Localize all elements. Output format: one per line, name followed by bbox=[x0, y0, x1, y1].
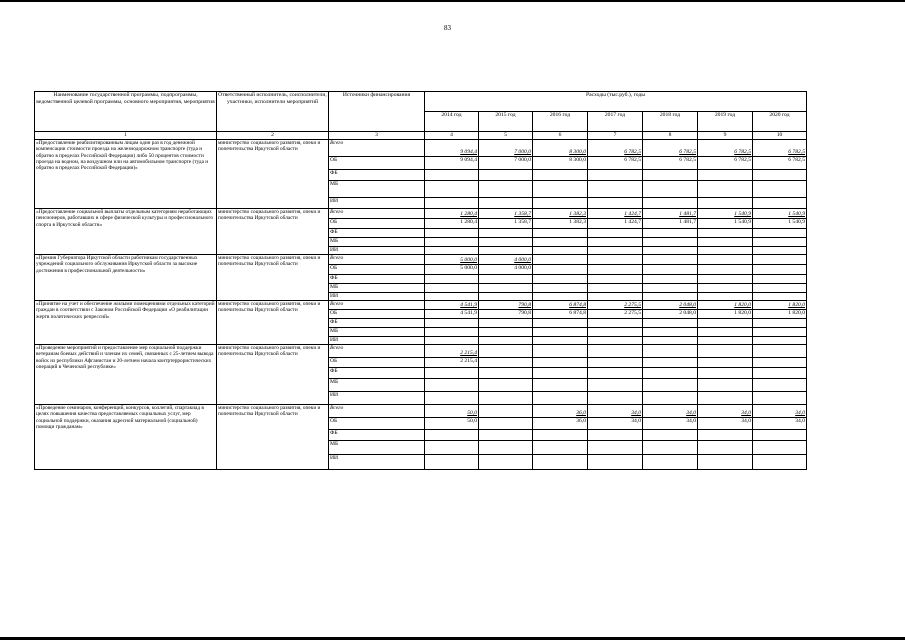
amount-cell: 5 000,0 bbox=[425, 265, 479, 275]
amount-cell: 1 540,9 bbox=[753, 209, 807, 219]
funding-source: МБ bbox=[329, 181, 425, 198]
header-expenses: Расходы (тыс.руб.), годы bbox=[425, 92, 807, 112]
table-row bbox=[35, 209, 807, 219]
amount-cell bbox=[425, 430, 479, 441]
measure-name: «Проведение мероприятий и предоставление мер социальной поддержки ветеранам боевых действий и членам их семей, связанных с 25-летием вывода войск из республики Афганистан и 20-летием начала контртеррористических операций в Чеченской республике» bbox=[35, 345, 217, 405]
amount-cell: 1 820,0 bbox=[753, 301, 807, 310]
amount-cell bbox=[643, 198, 698, 209]
amount-cell: 2 275,5 bbox=[588, 301, 643, 310]
amount-cell: 6 782,5 bbox=[643, 140, 698, 157]
amount-cell: 6 782,5 bbox=[588, 140, 643, 157]
amount-cell bbox=[588, 198, 643, 209]
amount-cell: 34,0 bbox=[588, 418, 643, 430]
funding-source: ИИ bbox=[329, 337, 425, 345]
amount-cell bbox=[588, 255, 643, 265]
amount-cell bbox=[643, 275, 698, 284]
amount-cell bbox=[643, 455, 698, 470]
index-cell: 10 bbox=[753, 132, 807, 140]
amount-cell bbox=[533, 345, 588, 358]
amount-cell bbox=[533, 319, 588, 328]
amount-cell bbox=[698, 328, 753, 337]
amount-cell bbox=[425, 181, 479, 198]
funding-source: Всего bbox=[329, 405, 425, 418]
amount-cell: 6 874,8 bbox=[533, 301, 588, 310]
amount-cell bbox=[425, 328, 479, 337]
amount-cell bbox=[643, 265, 698, 275]
amount-cell bbox=[643, 247, 698, 255]
measure-executor: министерство социального развития, опеки и попечительства Иркутской области bbox=[217, 301, 329, 345]
amount-cell: 34,0 bbox=[643, 405, 698, 418]
header-year: 2014 год bbox=[425, 112, 479, 132]
amount-cell: 790,8 bbox=[479, 310, 533, 319]
amount-cell bbox=[753, 319, 807, 328]
amount-cell bbox=[643, 358, 698, 368]
amount-cell: 5 000,0 bbox=[425, 255, 479, 265]
amount-cell bbox=[479, 328, 533, 337]
amount-cell bbox=[698, 358, 753, 368]
measure-name: «Проведение семинаров, конференций, конкурсов, коллегий, спартакиад в целях повышения качества предоставляемых социальных услуг, мер социальной поддержки, оказания адресной материальной (социальной) помощи гражданам» bbox=[35, 405, 217, 470]
amount-cell bbox=[588, 181, 643, 198]
funding-source: ИИ bbox=[329, 455, 425, 470]
amount-cell bbox=[753, 430, 807, 441]
amount-cell bbox=[643, 170, 698, 181]
amount-cell: 9 094,4 bbox=[425, 140, 479, 157]
header-year: 2019 год bbox=[698, 112, 753, 132]
header-year: 2017 год bbox=[588, 112, 643, 132]
amount-cell bbox=[753, 455, 807, 470]
amount-cell: 1 280,4 bbox=[425, 219, 479, 229]
funding-source: ФБ bbox=[329, 368, 425, 379]
amount-cell bbox=[753, 229, 807, 238]
amount-cell bbox=[753, 247, 807, 255]
amount-cell bbox=[588, 275, 643, 284]
amount-cell bbox=[479, 238, 533, 247]
amount-cell bbox=[425, 229, 479, 238]
amount-cell: 34,0 bbox=[753, 405, 807, 418]
amount-cell: 2 275,5 bbox=[588, 310, 643, 319]
amount-cell bbox=[533, 337, 588, 345]
amount-cell bbox=[479, 345, 533, 358]
amount-cell bbox=[588, 229, 643, 238]
amount-cell bbox=[753, 238, 807, 247]
amount-cell: 36,0 bbox=[533, 405, 588, 418]
amount-cell bbox=[753, 368, 807, 379]
amount-cell bbox=[588, 430, 643, 441]
funding-source: Всего bbox=[329, 301, 425, 310]
amount-cell: 1 424,7 bbox=[588, 219, 643, 229]
amount-cell bbox=[698, 247, 753, 255]
amount-cell bbox=[753, 198, 807, 209]
amount-cell bbox=[533, 198, 588, 209]
amount-cell: 9 094,4 bbox=[425, 157, 479, 170]
amount-cell: 6 782,5 bbox=[588, 157, 643, 170]
index-cell: 3 bbox=[329, 132, 425, 140]
index-cell: 7 bbox=[588, 132, 643, 140]
header-program: Наименование государственной программы, подпрограммы, ведомственной целевой программы, основного мероприятия, мероприятия bbox=[35, 92, 217, 132]
amount-cell bbox=[479, 430, 533, 441]
amount-cell: 4 000,0 bbox=[479, 265, 533, 275]
amount-cell bbox=[588, 368, 643, 379]
amount-cell bbox=[425, 170, 479, 181]
amount-cell bbox=[533, 455, 588, 470]
amount-cell bbox=[698, 345, 753, 358]
amount-cell bbox=[698, 238, 753, 247]
measure-name: «Предоставление реабилитированным лицам один раз в год денежной компенсации стоимости проезда на железнодорожном транспорте (туда и обратно в пределах Российской Федерации) либо 50 процентов стоимости проезда на водном, на воздушном или на автомобильном транспорте (туда и обратно в пределах Российской Федерации)» bbox=[35, 140, 217, 209]
amount-cell bbox=[425, 455, 479, 470]
amount-cell bbox=[643, 345, 698, 358]
funding-source: МБ bbox=[329, 284, 425, 293]
amount-cell: 2 048,0 bbox=[643, 310, 698, 319]
amount-cell: 1 358,7 bbox=[479, 219, 533, 229]
amount-cell bbox=[643, 293, 698, 301]
amount-cell bbox=[533, 170, 588, 181]
header-row bbox=[35, 92, 807, 112]
amount-cell: 6 874,8 bbox=[533, 310, 588, 319]
amount-cell bbox=[588, 337, 643, 345]
amount-cell bbox=[533, 358, 588, 368]
amount-cell bbox=[588, 392, 643, 405]
funding-source: МБ bbox=[329, 441, 425, 455]
amount-cell bbox=[698, 170, 753, 181]
funding-source: ИИ bbox=[329, 198, 425, 209]
amount-cell bbox=[533, 181, 588, 198]
amount-cell bbox=[533, 293, 588, 301]
amount-cell bbox=[533, 284, 588, 293]
amount-cell bbox=[588, 328, 643, 337]
amount-cell bbox=[698, 319, 753, 328]
amount-cell bbox=[479, 358, 533, 368]
header-year: 2016 год bbox=[533, 112, 588, 132]
amount-cell: 1 540,9 bbox=[698, 219, 753, 229]
amount-cell: 34,0 bbox=[698, 418, 753, 430]
amount-cell bbox=[533, 255, 588, 265]
amount-cell bbox=[588, 284, 643, 293]
funding-source: ОБ bbox=[329, 418, 425, 430]
amount-cell bbox=[479, 379, 533, 392]
amount-cell bbox=[479, 275, 533, 284]
amount-cell: 2 215,4 bbox=[425, 345, 479, 358]
funding-source: ОБ bbox=[329, 358, 425, 368]
index-cell: 5 bbox=[479, 132, 533, 140]
index-cell: 8 bbox=[643, 132, 698, 140]
amount-cell bbox=[698, 198, 753, 209]
amount-cell bbox=[698, 379, 753, 392]
amount-cell bbox=[479, 337, 533, 345]
amount-cell bbox=[698, 181, 753, 198]
amount-cell: 1 424,7 bbox=[588, 209, 643, 219]
funding-source: ИИ bbox=[329, 247, 425, 255]
amount-cell bbox=[643, 337, 698, 345]
amount-cell bbox=[698, 441, 753, 455]
amount-cell bbox=[479, 229, 533, 238]
amount-cell bbox=[588, 441, 643, 455]
amount-cell bbox=[479, 170, 533, 181]
amount-cell bbox=[588, 455, 643, 470]
amount-cell bbox=[425, 319, 479, 328]
index-cell: 9 bbox=[698, 132, 753, 140]
header-source: Источники финансирования bbox=[329, 92, 425, 132]
amount-cell bbox=[698, 337, 753, 345]
amount-cell bbox=[588, 247, 643, 255]
amount-cell bbox=[479, 247, 533, 255]
amount-cell bbox=[643, 319, 698, 328]
amount-cell: 34,0 bbox=[698, 405, 753, 418]
funding-source: МБ bbox=[329, 238, 425, 247]
amount-cell bbox=[753, 441, 807, 455]
amount-cell bbox=[479, 284, 533, 293]
funding-source: ОБ bbox=[329, 265, 425, 275]
measure-executor: министерство социального развития, опеки и попечительства Иркутской области bbox=[217, 405, 329, 470]
amount-cell bbox=[533, 275, 588, 284]
amount-cell bbox=[425, 379, 479, 392]
amount-cell bbox=[698, 275, 753, 284]
amount-cell bbox=[533, 238, 588, 247]
amount-cell: 4 541,9 bbox=[425, 301, 479, 310]
amount-cell bbox=[698, 229, 753, 238]
amount-cell bbox=[753, 284, 807, 293]
amount-cell bbox=[479, 405, 533, 418]
amount-cell bbox=[479, 181, 533, 198]
amount-cell bbox=[698, 430, 753, 441]
amount-cell: 8 300,0 bbox=[533, 140, 588, 157]
amount-cell bbox=[533, 368, 588, 379]
funding-source: ОБ bbox=[329, 310, 425, 319]
amount-cell: 34,0 bbox=[643, 418, 698, 430]
amount-cell: 6 782,5 bbox=[698, 157, 753, 170]
funding-source: Всего bbox=[329, 140, 425, 157]
amount-cell bbox=[698, 392, 753, 405]
amount-cell bbox=[479, 198, 533, 209]
amount-cell: 6 782,5 bbox=[643, 157, 698, 170]
measure-executor: министерство социального развития, опеки и попечительства Иркутской области bbox=[217, 209, 329, 255]
amount-cell bbox=[588, 265, 643, 275]
amount-cell bbox=[643, 229, 698, 238]
page-number: 83 bbox=[444, 24, 451, 32]
amount-cell bbox=[425, 238, 479, 247]
amount-cell bbox=[753, 379, 807, 392]
header-executor: Ответственный исполнитель, соисполнители, участники, исполнители мероприятий bbox=[217, 92, 329, 132]
amount-cell bbox=[533, 265, 588, 275]
amount-cell bbox=[479, 455, 533, 470]
amount-cell bbox=[753, 328, 807, 337]
amount-cell: 2 048,0 bbox=[643, 301, 698, 310]
amount-cell bbox=[698, 293, 753, 301]
amount-cell bbox=[643, 430, 698, 441]
amount-cell: 1 382,3 bbox=[533, 209, 588, 219]
amount-cell: 7 000,0 bbox=[479, 157, 533, 170]
amount-cell bbox=[698, 368, 753, 379]
amount-cell bbox=[643, 238, 698, 247]
amount-cell bbox=[588, 379, 643, 392]
amount-cell: 7 000,0 bbox=[479, 140, 533, 157]
funding-source: ОБ bbox=[329, 157, 425, 170]
funding-source: ОБ bbox=[329, 219, 425, 229]
amount-cell bbox=[588, 345, 643, 358]
measure-name: «Принятие на учет и обеспечение жилыми помещениями отдельных категорий граждан в соответствии с Законом Российской Федерации «О реабилитации жертв политических репрессий» bbox=[35, 301, 217, 345]
table-row bbox=[35, 255, 807, 265]
amount-cell bbox=[643, 379, 698, 392]
amount-cell bbox=[479, 319, 533, 328]
amount-cell bbox=[753, 265, 807, 275]
funding-source: ФБ bbox=[329, 430, 425, 441]
amount-cell bbox=[479, 368, 533, 379]
funding-source: ИИ bbox=[329, 392, 425, 405]
amount-cell: 790,8 bbox=[479, 301, 533, 310]
funding-source: МБ bbox=[329, 328, 425, 337]
funding-source: Всего bbox=[329, 255, 425, 265]
amount-cell bbox=[533, 229, 588, 238]
amount-cell bbox=[588, 238, 643, 247]
amount-cell bbox=[479, 418, 533, 430]
amount-cell bbox=[753, 170, 807, 181]
amount-cell: 1 280,4 bbox=[425, 209, 479, 219]
measure-executor: министерство социального развития, опеки и попечительства Иркутской области bbox=[217, 140, 329, 209]
amount-cell bbox=[425, 337, 479, 345]
amount-cell bbox=[533, 328, 588, 337]
funding-source: ФБ bbox=[329, 319, 425, 328]
amount-cell bbox=[425, 247, 479, 255]
index-row bbox=[35, 132, 807, 140]
measure-name: «Предоставление социальной выплаты отдельным категориям неработающих пенсионеров, работавших в сфере физической культуры и профессионального спорта в Иркутской области» bbox=[35, 209, 217, 255]
header-year: 2020 год bbox=[753, 112, 807, 132]
amount-cell: 4 000,0 bbox=[479, 255, 533, 265]
amount-cell bbox=[425, 392, 479, 405]
amount-cell bbox=[425, 293, 479, 301]
amount-cell bbox=[588, 319, 643, 328]
amount-cell bbox=[643, 181, 698, 198]
amount-cell: 50,0 bbox=[425, 405, 479, 418]
funding-source: ФБ bbox=[329, 229, 425, 238]
table-row bbox=[35, 140, 807, 157]
table-row bbox=[35, 405, 807, 418]
funding-source: ИИ bbox=[329, 293, 425, 301]
amount-cell bbox=[753, 181, 807, 198]
measure-executor: министерство социального развития, опеки и попечительства Иркутской области bbox=[217, 345, 329, 405]
table-row bbox=[35, 345, 807, 358]
amount-cell bbox=[753, 392, 807, 405]
amount-cell bbox=[753, 255, 807, 265]
amount-cell: 1 820,0 bbox=[698, 310, 753, 319]
amount-cell bbox=[533, 430, 588, 441]
amount-cell: 1 481,7 bbox=[643, 209, 698, 219]
funding-source: МБ bbox=[329, 379, 425, 392]
amount-cell bbox=[753, 275, 807, 284]
measure-executor: министерство социального развития, опеки и попечительства Иркутской области bbox=[217, 255, 329, 301]
amount-cell bbox=[425, 284, 479, 293]
amount-cell bbox=[479, 293, 533, 301]
amount-cell bbox=[588, 170, 643, 181]
amount-cell: 6 782,5 bbox=[753, 140, 807, 157]
amount-cell bbox=[643, 255, 698, 265]
funding-source: Всего bbox=[329, 345, 425, 358]
funding-source: Всего bbox=[329, 209, 425, 219]
measure-name: «Премия Губернатора Иркутской области работникам государственных учреждений социального обслуживания Иркутской области за высокие достижения в профессиональной деятельности» bbox=[35, 255, 217, 301]
amount-cell bbox=[643, 392, 698, 405]
amount-cell bbox=[698, 265, 753, 275]
index-cell: 6 bbox=[533, 132, 588, 140]
index-cell: 1 bbox=[35, 132, 217, 140]
amount-cell bbox=[588, 293, 643, 301]
amount-cell: 1 358,7 bbox=[479, 209, 533, 219]
amount-cell bbox=[643, 368, 698, 379]
amount-cell bbox=[588, 358, 643, 368]
top-border-line bbox=[0, 0, 905, 2]
header-year: 2015 год bbox=[479, 112, 533, 132]
amount-cell: 1 540,9 bbox=[753, 219, 807, 229]
header-year: 2018 год bbox=[643, 112, 698, 132]
amount-cell bbox=[753, 337, 807, 345]
amount-cell: 6 782,5 bbox=[698, 140, 753, 157]
amount-cell: 4 541,9 bbox=[425, 310, 479, 319]
amount-cell bbox=[698, 255, 753, 265]
table-row bbox=[35, 301, 807, 310]
amount-cell bbox=[698, 284, 753, 293]
amount-cell: 1 820,0 bbox=[753, 310, 807, 319]
amount-cell bbox=[425, 368, 479, 379]
funding-source: ФБ bbox=[329, 170, 425, 181]
amount-cell bbox=[643, 328, 698, 337]
budget-table bbox=[34, 91, 807, 470]
amount-cell bbox=[533, 379, 588, 392]
amount-cell bbox=[753, 293, 807, 301]
amount-cell: 1 820,0 bbox=[698, 301, 753, 310]
amount-cell bbox=[698, 455, 753, 470]
amount-cell bbox=[643, 441, 698, 455]
amount-cell bbox=[753, 345, 807, 358]
amount-cell: 6 782,5 bbox=[753, 157, 807, 170]
amount-cell bbox=[425, 198, 479, 209]
amount-cell: 8 300,0 bbox=[533, 157, 588, 170]
amount-cell bbox=[533, 441, 588, 455]
amount-cell: 1 481,7 bbox=[643, 219, 698, 229]
amount-cell bbox=[479, 392, 533, 405]
amount-cell: 34,0 bbox=[588, 405, 643, 418]
amount-cell bbox=[425, 275, 479, 284]
amount-cell: 34,0 bbox=[753, 418, 807, 430]
funding-source: ФБ bbox=[329, 275, 425, 284]
amount-cell bbox=[533, 392, 588, 405]
index-cell: 2 bbox=[217, 132, 329, 140]
amount-cell: 50,0 bbox=[425, 418, 479, 430]
index-cell: 4 bbox=[425, 132, 479, 140]
amount-cell: 36,0 bbox=[533, 418, 588, 430]
amount-cell bbox=[479, 441, 533, 455]
table-body bbox=[35, 140, 807, 470]
amount-cell: 1 540,9 bbox=[698, 209, 753, 219]
amount-cell bbox=[425, 441, 479, 455]
amount-cell bbox=[643, 284, 698, 293]
amount-cell: 2 215,4 bbox=[425, 358, 479, 368]
amount-cell: 1 382,3 bbox=[533, 219, 588, 229]
amount-cell bbox=[533, 247, 588, 255]
amount-cell bbox=[753, 358, 807, 368]
